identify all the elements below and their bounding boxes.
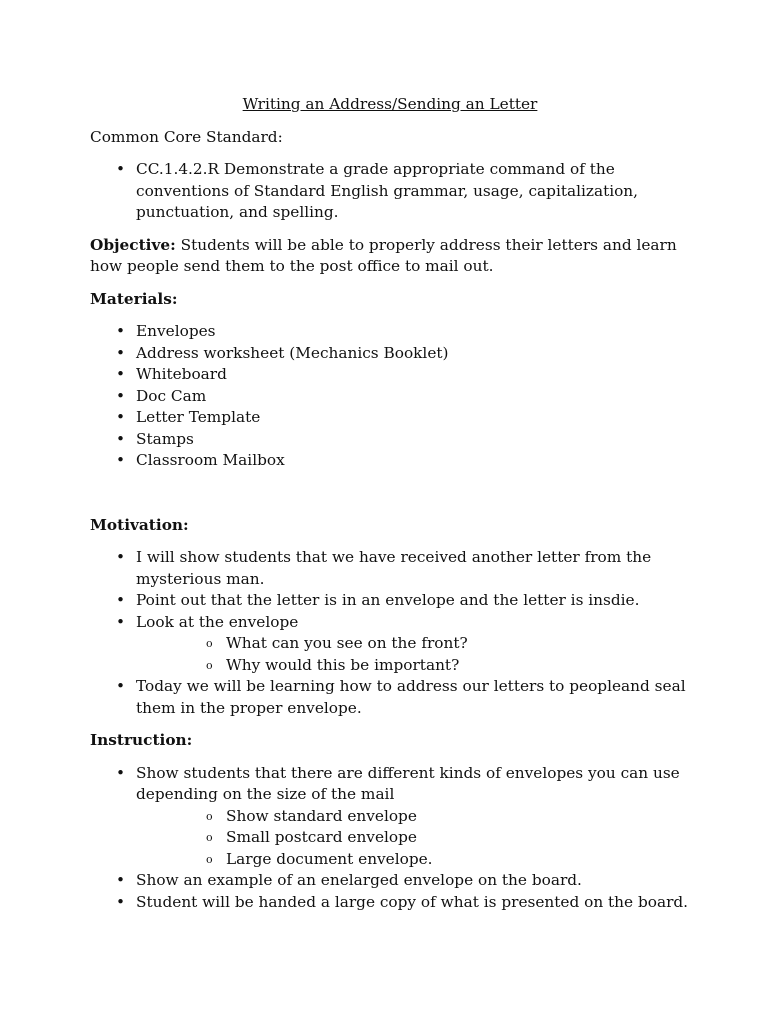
list-item-text: Student will be handed a large copy of what is presented on the board. xyxy=(136,892,689,911)
sub-list-item xyxy=(136,827,690,849)
instruction-heading-text: Instruction: xyxy=(90,731,193,749)
bullet-icon: • xyxy=(116,763,126,782)
motivation-heading xyxy=(90,515,690,537)
bullet-icon: • xyxy=(116,429,126,448)
list-item-text: Point out that the letter is in an envelope and the letter is insdie. xyxy=(136,591,640,609)
document-page xyxy=(90,94,690,924)
list-item-text: Address worksheet (Mechanics Booklet) xyxy=(136,343,449,362)
bullet-icon: • xyxy=(116,365,126,383)
circle-bullet-icon: o xyxy=(206,658,213,672)
bullet-icon: • xyxy=(116,548,126,566)
list-item xyxy=(90,429,690,451)
list-item-text: Whiteboard xyxy=(136,365,227,383)
list-item xyxy=(90,892,690,914)
circle-bullet-icon: o xyxy=(206,831,213,844)
materials-heading-text: Materials: xyxy=(90,289,178,308)
bullet-icon: • xyxy=(116,408,126,426)
bullet-icon: • xyxy=(116,591,126,609)
instruction-list xyxy=(90,763,690,914)
document-title: Writing an Address/Sending an Letter xyxy=(242,95,538,113)
sub-list-item xyxy=(136,849,690,871)
list-item xyxy=(90,321,690,343)
bullet-icon: • xyxy=(116,322,126,340)
list-item xyxy=(90,407,690,429)
list-item xyxy=(90,590,690,612)
objective-paragraph xyxy=(90,235,690,278)
sub-list-item xyxy=(136,806,690,828)
standard-heading: Common Core Standard: xyxy=(90,127,283,146)
list-item xyxy=(90,676,690,719)
objective-label: Objective: xyxy=(90,235,176,254)
list-item xyxy=(90,450,690,472)
list-item-text: Doc Cam xyxy=(136,386,207,405)
motivation-heading-text: Motivation: xyxy=(90,515,189,534)
bullet-icon: • xyxy=(116,677,126,695)
list-item xyxy=(90,870,690,892)
sub-list-item xyxy=(136,633,690,655)
instruction-heading xyxy=(90,730,690,752)
sub-list-item-text: Large document envelope. xyxy=(226,849,433,868)
list-item-text: CC.1.4.2.R Demonstrate a grade appropriate command of the conventions of Standard English grammar, usage, capitalization, punctuation, and spelling. xyxy=(136,160,639,221)
sub-list-item-text: What can you see on the front? xyxy=(226,634,468,652)
objective-text: Students will be able to properly address their letters and learn how people send them to the post office to mail out. xyxy=(90,235,677,275)
spacer xyxy=(90,483,690,515)
bullet-icon: • xyxy=(116,451,126,469)
instruction-sublist xyxy=(136,806,690,871)
bullet-icon: • xyxy=(116,343,126,362)
motivation-list xyxy=(90,547,690,719)
bullet-icon: • xyxy=(116,871,126,889)
sub-list-item-text: Why would this be important? xyxy=(226,655,460,674)
list-item-text: I will show students that we have received another letter from the mysterious man. xyxy=(136,548,652,588)
sub-list-item xyxy=(136,655,690,677)
motivation-sublist xyxy=(136,633,690,676)
list-item-text: Show an example of an enelarged envelope on the board. xyxy=(136,871,582,889)
list-item xyxy=(90,386,690,408)
bullet-icon: • xyxy=(116,612,126,631)
list-item xyxy=(90,612,690,677)
materials-heading xyxy=(90,289,690,311)
list-item xyxy=(90,547,690,590)
bullet-icon: • xyxy=(116,386,126,405)
list-item-text: Stamps xyxy=(136,429,194,448)
list-item xyxy=(90,364,690,386)
list-item xyxy=(90,763,690,871)
list-item-text: Look at the envelope xyxy=(136,612,299,631)
list-item-text: Today we will be learning how to address our letters to peopleand seal them in the proper envelope. xyxy=(136,677,686,717)
sub-list-item-text: Small postcard envelope xyxy=(226,828,417,846)
list-item-text: Show students that there are different kinds of envelopes you can use depending on the size of the mail xyxy=(136,763,680,803)
circle-bullet-icon: o xyxy=(206,809,213,823)
circle-bullet-icon: o xyxy=(206,637,213,650)
standard-list xyxy=(90,159,690,224)
bullet-icon: • xyxy=(116,892,126,911)
list-item-text: Letter Template xyxy=(136,408,261,426)
list-item xyxy=(90,159,690,224)
bullet-icon: • xyxy=(116,160,126,178)
list-item-text: Classroom Mailbox xyxy=(136,451,285,469)
list-item xyxy=(90,343,690,365)
list-item-text: Envelopes xyxy=(136,322,216,340)
sub-list-item-text: Show standard envelope xyxy=(226,806,417,825)
circle-bullet-icon: o xyxy=(206,852,213,866)
materials-list xyxy=(90,321,690,472)
